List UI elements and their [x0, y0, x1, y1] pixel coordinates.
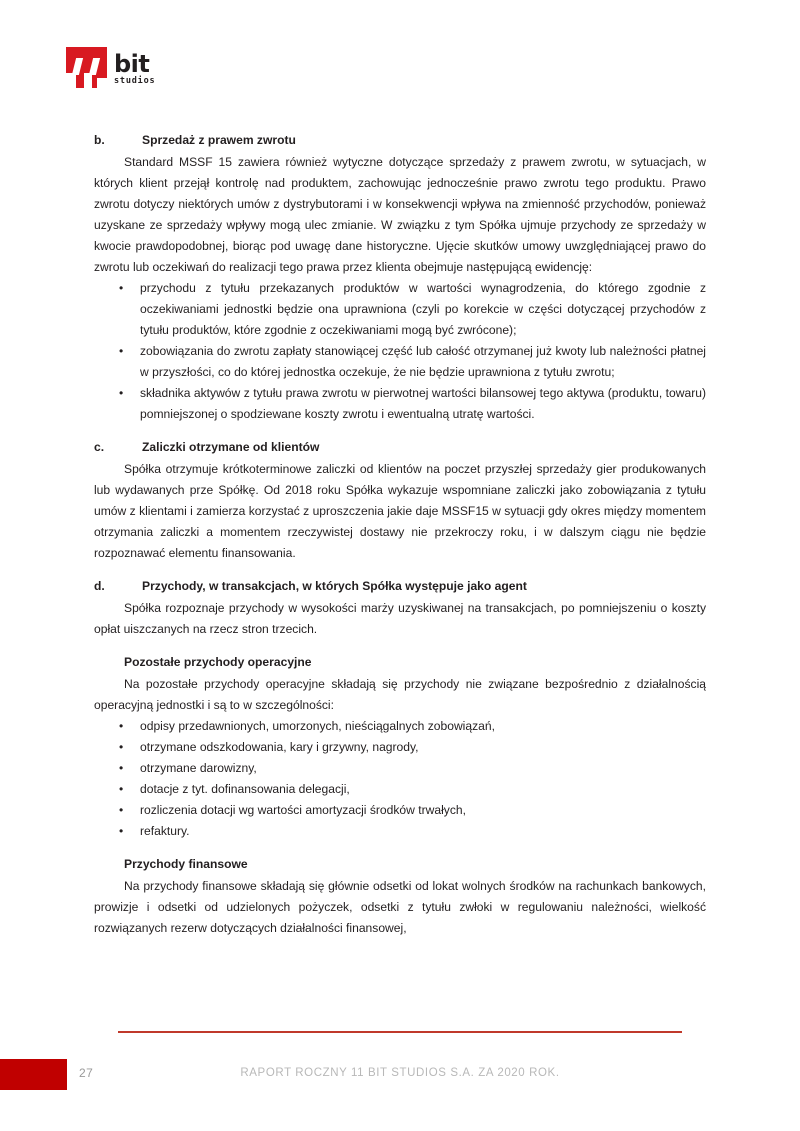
- bullet-icon: •: [119, 782, 124, 796]
- heading-text-b: Sprzedaż z prawem zwrotu: [142, 133, 296, 147]
- footer-divider: [118, 1031, 682, 1033]
- heading-section-c: [94, 437, 706, 458]
- list-item: [94, 278, 706, 341]
- logo-wordmark: [114, 47, 155, 87]
- list-item-text: przychodu z tytułu przekazanych produktów w wartości wynagrodzenia, do którego zgodnie z oczekiwaniami jednostki będzie ona uprawniona (czyli po korekcie w części dotyczącej przychodów z tytułu produktów, które zgodnie z oczekiwaniami mogą być zwrócone);: [140, 281, 706, 337]
- bullet-list-other-operating-revenue: [94, 716, 706, 842]
- heading-other-operating-revenue: Pozostałe przychody operacyjne: [124, 655, 312, 669]
- heading-text-c: Zaliczki otrzymane od klientów: [142, 440, 320, 454]
- heading-financial-revenue: Przychody finansowe: [124, 857, 248, 871]
- document-body: [94, 118, 706, 939]
- list-item-text: rozliczenia dotacji wg wartości amortyzacji środków trwałych,: [140, 803, 466, 817]
- heading-text-d: Przychody, w transakcjach, w których Spółka występuje jako agent: [142, 579, 527, 593]
- eleven-bit-logo-icon: [66, 47, 107, 88]
- list-item: [94, 800, 706, 821]
- brand-logo: [66, 47, 206, 95]
- paragraph-section-b: Standard MSSF 15 zawiera również wytyczne dotyczące sprzedaży z prawem zwrotu, w sytuacjach, w których klient przejął kontrolę nad produktem, zachowując jednocześnie prawo zwrotu tego produktu. Prawo zwrotu dotyczy niektórych umów z dystrybutorami i w konsekwencji wpływa na zmienność przychodów, ponieważ uzyskane ze sprzedaży wpływy mogą ulec zmianie. W związku z tym Spółka ujmuje przychody ze sprzedaży w kwocie prawdopodobnej, biorąc pod uwagę dane historyczne. Ujęcie skutków umowy uwzględniającej prawo do zwrotu lub oczekiwań do realizacji tego prawa przez klienta obejmuje następującą ewidencję:: [94, 155, 706, 274]
- bullet-icon: •: [119, 719, 124, 733]
- list-item-text: otrzymane darowizny,: [140, 761, 257, 775]
- bullet-icon: •: [119, 386, 124, 400]
- heading-section-b: [94, 130, 706, 151]
- bullet-icon: •: [119, 740, 124, 754]
- paragraph-financial-revenue: Na przychody finansowe składają się głównie odsetki od lokat wolnych środków na rachunkach bankowych, prowizje i odsetki od udzielonych pożyczek, odsetki z tytułu zwłoki w regulowaniu należności, wielkość rozwiązanych rezerw dotyczących działalności finansowej,: [94, 879, 706, 935]
- bullet-icon: •: [119, 761, 124, 775]
- logo-word-bit: bit: [114, 50, 150, 78]
- heading-section-d: [94, 576, 706, 597]
- bullet-icon: •: [119, 281, 124, 295]
- list-item: [94, 779, 706, 800]
- list-item: [94, 716, 706, 737]
- logo-corner-cut: [97, 78, 107, 88]
- bullet-list-section-b: [94, 278, 706, 425]
- list-item: [94, 341, 706, 383]
- bullet-icon: •: [119, 824, 124, 838]
- list-item-text: składnika aktywów z tytułu prawa zwrotu w pierwotnej wartości bilansowej tego aktywa (produktu, towaru) pomniejszonej o spodziewane koszty zwrotu i ewentualną utratę wartości.: [140, 386, 706, 421]
- bullet-icon: •: [119, 803, 124, 817]
- list-item: [94, 383, 706, 425]
- bullet-icon: •: [119, 344, 124, 358]
- paragraph-section-d: Spółka rozpoznaje przychody w wysokości marży uzyskiwanej na transakcjach, po pomniejszeniu o koszty opłat uiszczanych na rzecz stron trzecich.: [94, 601, 706, 636]
- footer-title: RAPORT ROCZNY 11 BIT STUDIOS S.A. ZA 2020 ROK.: [240, 1067, 560, 1079]
- list-item: [94, 758, 706, 779]
- paragraph-section-c: Spółka otrzymuje krótkoterminowe zaliczki od klientów na poczet przyszłej sprzedaży gier produkowanych lub wydawanych prze Spółkę. Od 2018 roku Spółka wykazuje wspomniane zaliczki jako zobowiązania z tytułu umów z klientami i zamierza korzystać z uproszczenia jakie daje MSSF15 w sytuacji gdy okres między momentem otrzymania zaliczki a momentem rzeczywistej dostawy nie przekroczy roku, i w dalszym ciągu nie będzie rozpoznawać elementu finansowania.: [94, 462, 706, 560]
- list-item-text: otrzymane odszkodowania, kary i grzywny, nagrody,: [140, 740, 419, 754]
- heading-marker-c: c.: [94, 440, 105, 454]
- list-item-text: zobowiązania do zwrotu zapłaty stanowiącej część lub całość otrzymanej już kwoty lub należności płatnej w przyszłości, co do której jednostka oczekuje, że nie będzie uprawniona z tytułu zwrotu;: [140, 344, 706, 379]
- logo-notch-mid: [84, 73, 92, 88]
- heading-marker-d: d.: [94, 579, 105, 593]
- list-item-text: odpisy przedawnionych, umorzonych, nieściągalnych zobowiązań,: [140, 719, 495, 733]
- paragraph-other-operating-revenue: Na pozostałe przychody operacyjne składają się przychody nie związane bezpośrednio z działalnością operacyjną jednostki i są to w szczególności:: [94, 677, 706, 712]
- logo-word-studios: studios: [114, 76, 156, 86]
- page-header: [66, 47, 206, 95]
- list-item-text: refaktury.: [140, 824, 190, 838]
- list-item-text: dotacje z tyt. dofinansowania delegacji,: [140, 782, 350, 796]
- heading-marker-b: b.: [94, 133, 105, 147]
- list-item: [94, 737, 706, 758]
- logo-notch-left: [66, 73, 76, 88]
- list-item: [94, 821, 706, 842]
- page-number: 27: [79, 1066, 94, 1080]
